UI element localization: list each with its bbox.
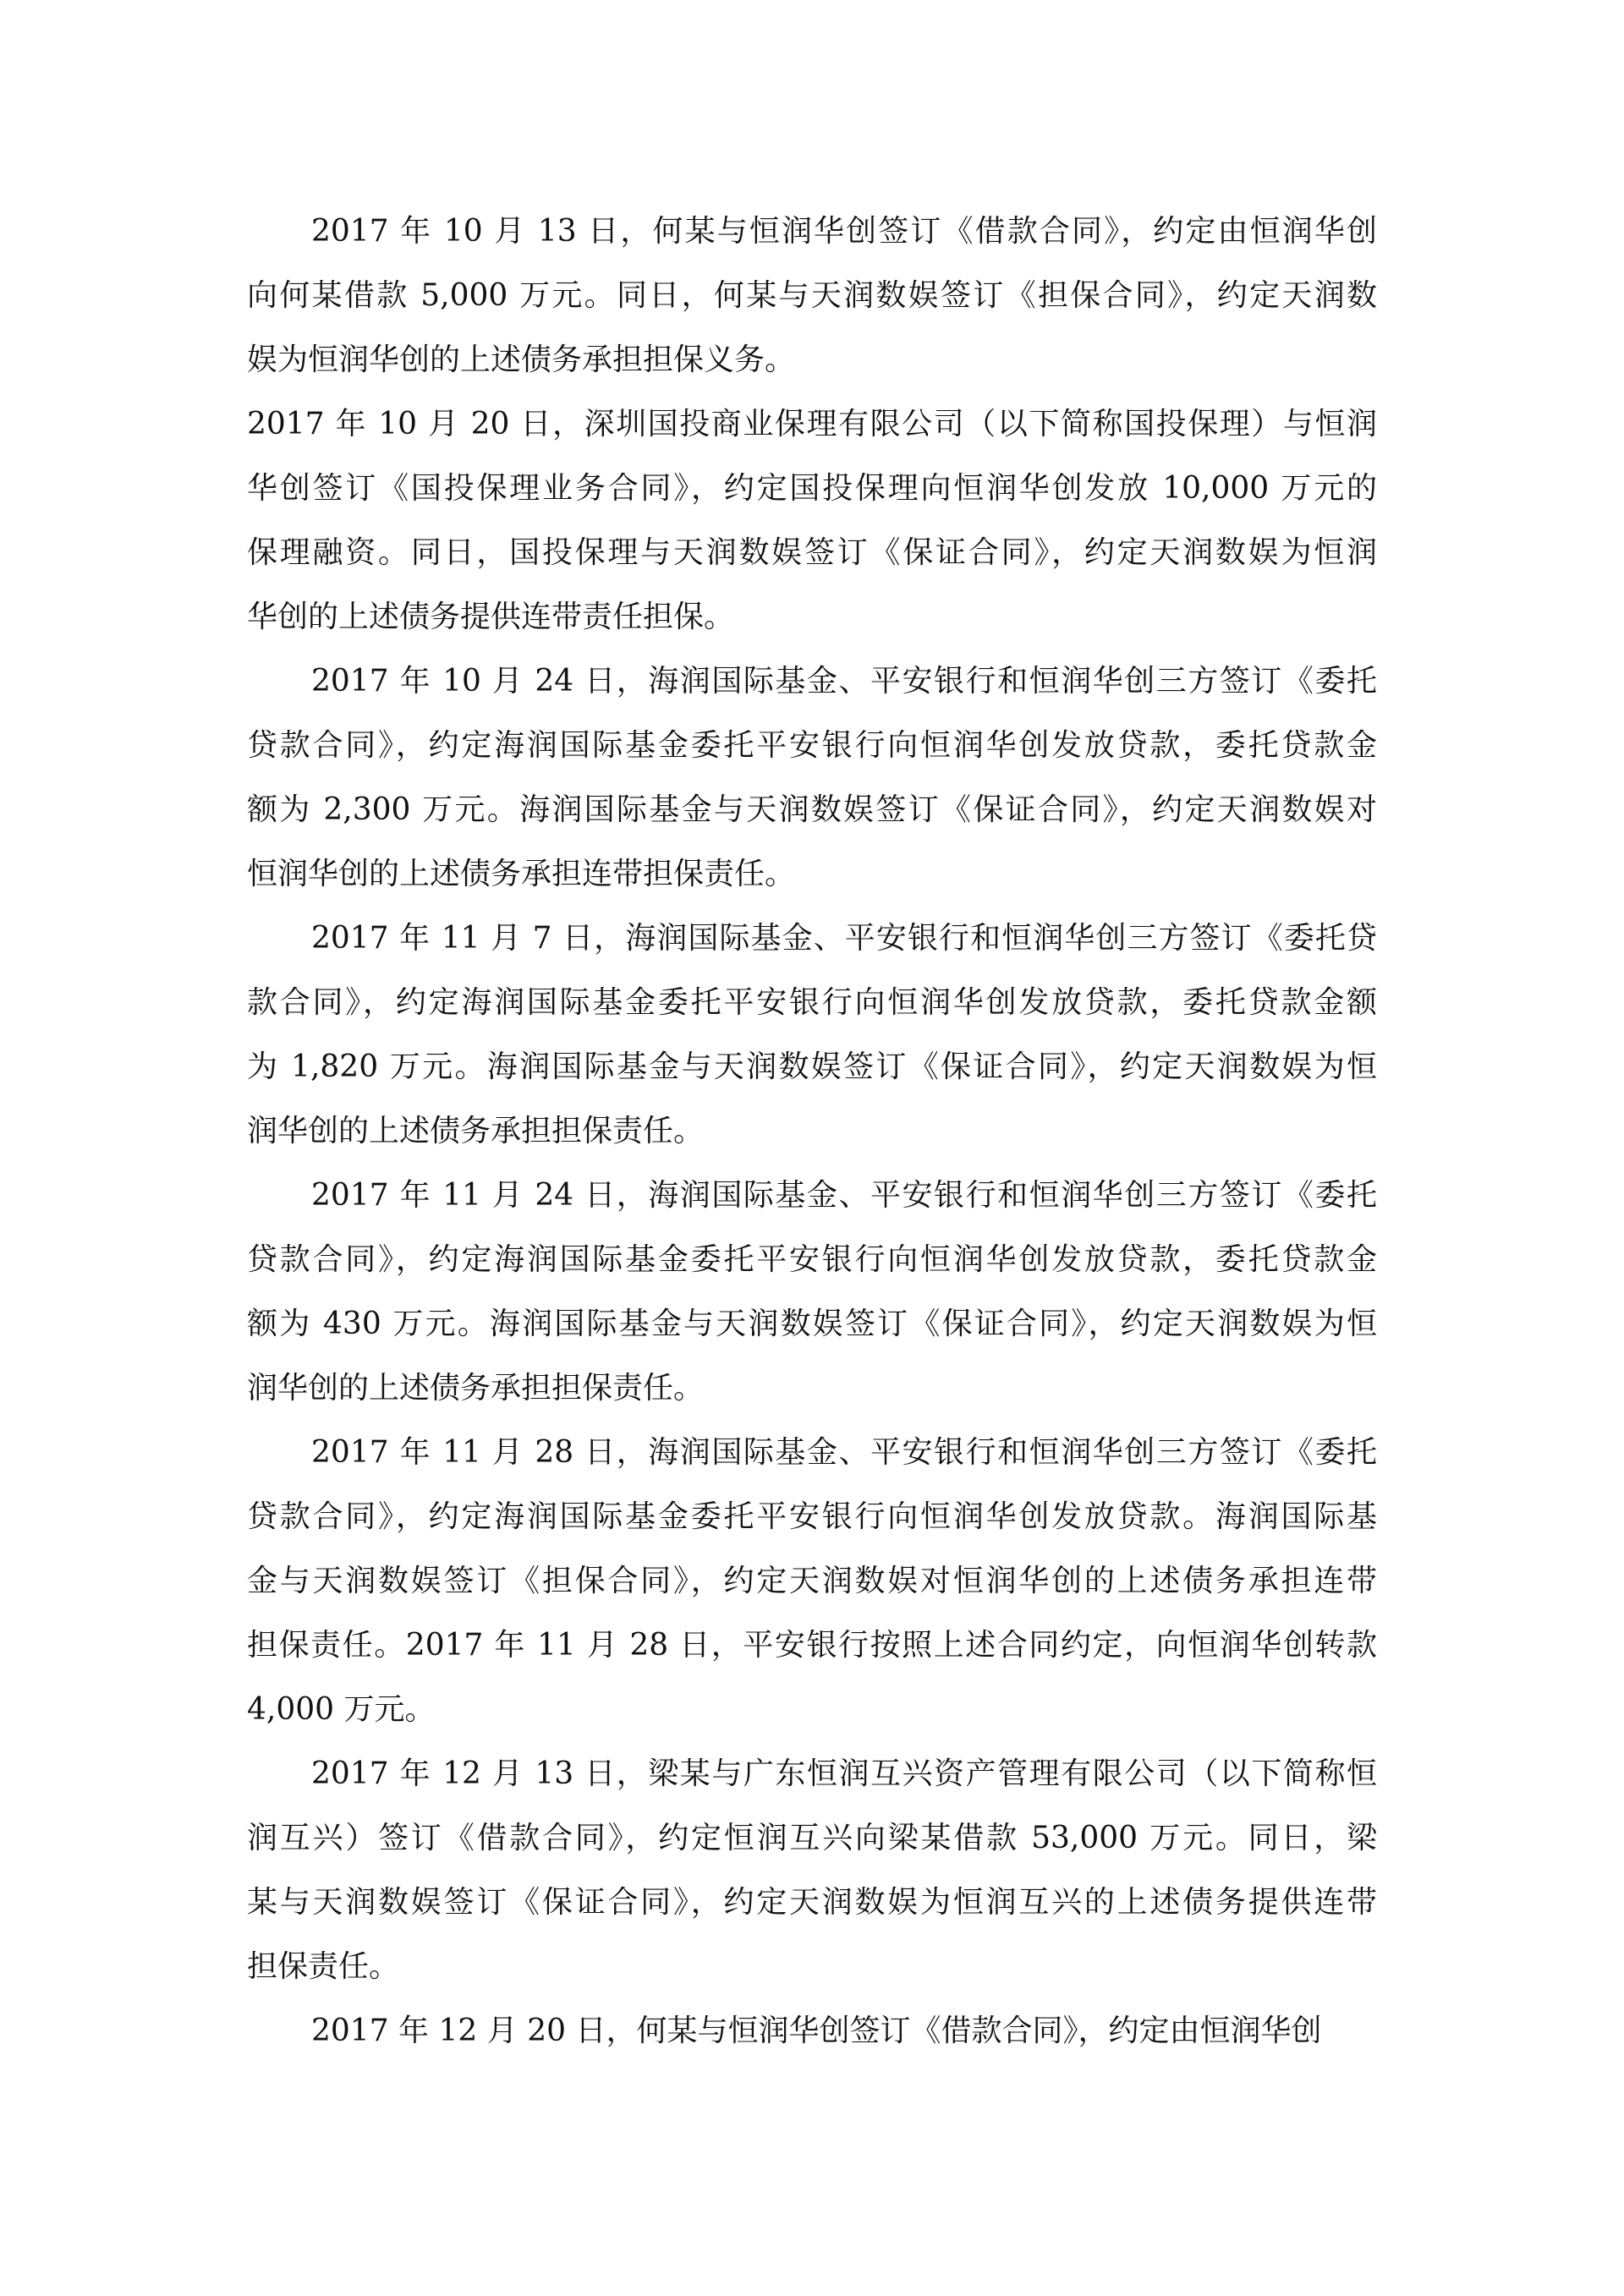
text-line: 2017 年 11 月 7 日，海润国际基金、平安银行和恒润华创三方签订《委托贷 [311, 921, 1377, 956]
paragraph [247, 649, 1377, 907]
text-line: 贷款合同》，约定海润国际基金委托平安银行向恒润华创发放贷款，委托贷款金 [247, 1242, 1377, 1277]
text-line: 润华创的上述债务承担担保责任。 [247, 1371, 705, 1406]
text-line: 保理融资。同日，国投保理与天润数娱签订《保证合同》，约定天润数娱为恒润 [247, 535, 1377, 570]
text-line: 款合同》，约定海润国际基金委托平安银行向恒润华创发放贷款，委托贷款金额 [247, 985, 1377, 1020]
document-body [247, 200, 1377, 2063]
paragraph [247, 1999, 1377, 2063]
text-line: 润互兴）签订《借款合同》，约定恒润互兴向梁某借款 53,000 万元。同日，梁 [247, 1821, 1377, 1855]
text-line: 2017 年 10 月 24 日，海润国际基金、平安银行和恒润华创三方签订《委托 [311, 664, 1377, 699]
text-line: 担保责任。 [247, 1949, 400, 1984]
text-line: 担保责任。2017 年 11 月 28 日，平安银行按照上述合同约定，向恒润华创转款 [247, 1628, 1377, 1663]
text-line: 某与天润数娱签订《保证合同》，约定天润数娱为恒润互兴的上述债务提供连带 [247, 1885, 1377, 1920]
text-line: 额为 430 万元。海润国际基金与天润数娱签订《保证合同》，约定天润数娱为恒 [247, 1307, 1377, 1341]
text-line: 华创签订《国投保理业务合同》，约定国投保理向恒润华创发放 10,000 万元的 [247, 471, 1377, 506]
text-line: 为 1,820 万元。海润国际基金与天润数娱签订《保证合同》，约定天润数娱为恒 [247, 1049, 1377, 1084]
text-line: 2017 年 11 月 28 日，海润国际基金、平安银行和恒润华创三方签订《委托 [311, 1435, 1377, 1470]
text-line: 贷款合同》，约定海润国际基金委托平安银行向恒润华创发放贷款，委托贷款金 [247, 728, 1377, 763]
text-line: 金与天润数娱签订《担保合同》，约定天润数娱对恒润华创的上述债务承担连带 [247, 1564, 1377, 1598]
text-line: 4,000 万元。 [247, 1692, 436, 1727]
text-line: 向何某借款 5,000 万元。同日，何某与天润数娱签订《担保合同》，约定天润数 [247, 278, 1377, 313]
text-line: 2017 年 10 月 20 日，深圳国投商业保理有限公司（以下简称国投保理）与恒润 [247, 407, 1377, 441]
text-line: 2017 年 11 月 24 日，海润国际基金、平安银行和恒润华创三方签订《委托 [311, 1178, 1377, 1213]
text-line: 润华创的上述债务承担担保责任。 [247, 1114, 705, 1148]
paragraph [247, 200, 1377, 392]
text-line: 2017 年 12 月 13 日，梁某与广东恒润互兴资产管理有限公司（以下简称恒 [311, 1756, 1377, 1791]
text-line: 贷款合同》，约定海润国际基金委托平安银行向恒润华创发放贷款。海润国际基 [247, 1499, 1377, 1534]
paragraph [247, 1421, 1377, 1742]
paragraph [247, 1742, 1377, 1999]
text-line: 华创的上述债务提供连带责任担保。 [247, 600, 735, 634]
text-line: 2017 年 12 月 20 日，何某与恒润华创签订《借款合同》，约定由恒润华创 [311, 2014, 1322, 2048]
paragraph [247, 907, 1377, 1164]
paragraph [247, 1164, 1377, 1421]
text-line: 娱为恒润华创的上述债务承担担保义务。 [247, 342, 796, 377]
paragraph [247, 392, 1377, 649]
text-line: 2017 年 10 月 13 日，何某与恒润华创签订《借款合同》，约定由恒润华创 [311, 214, 1377, 249]
text-line: 额为 2,300 万元。海润国际基金与天润数娱签订《保证合同》，约定天润数娱对 [247, 792, 1377, 827]
text-line: 恒润华创的上述债务承担连带担保责任。 [247, 857, 796, 891]
